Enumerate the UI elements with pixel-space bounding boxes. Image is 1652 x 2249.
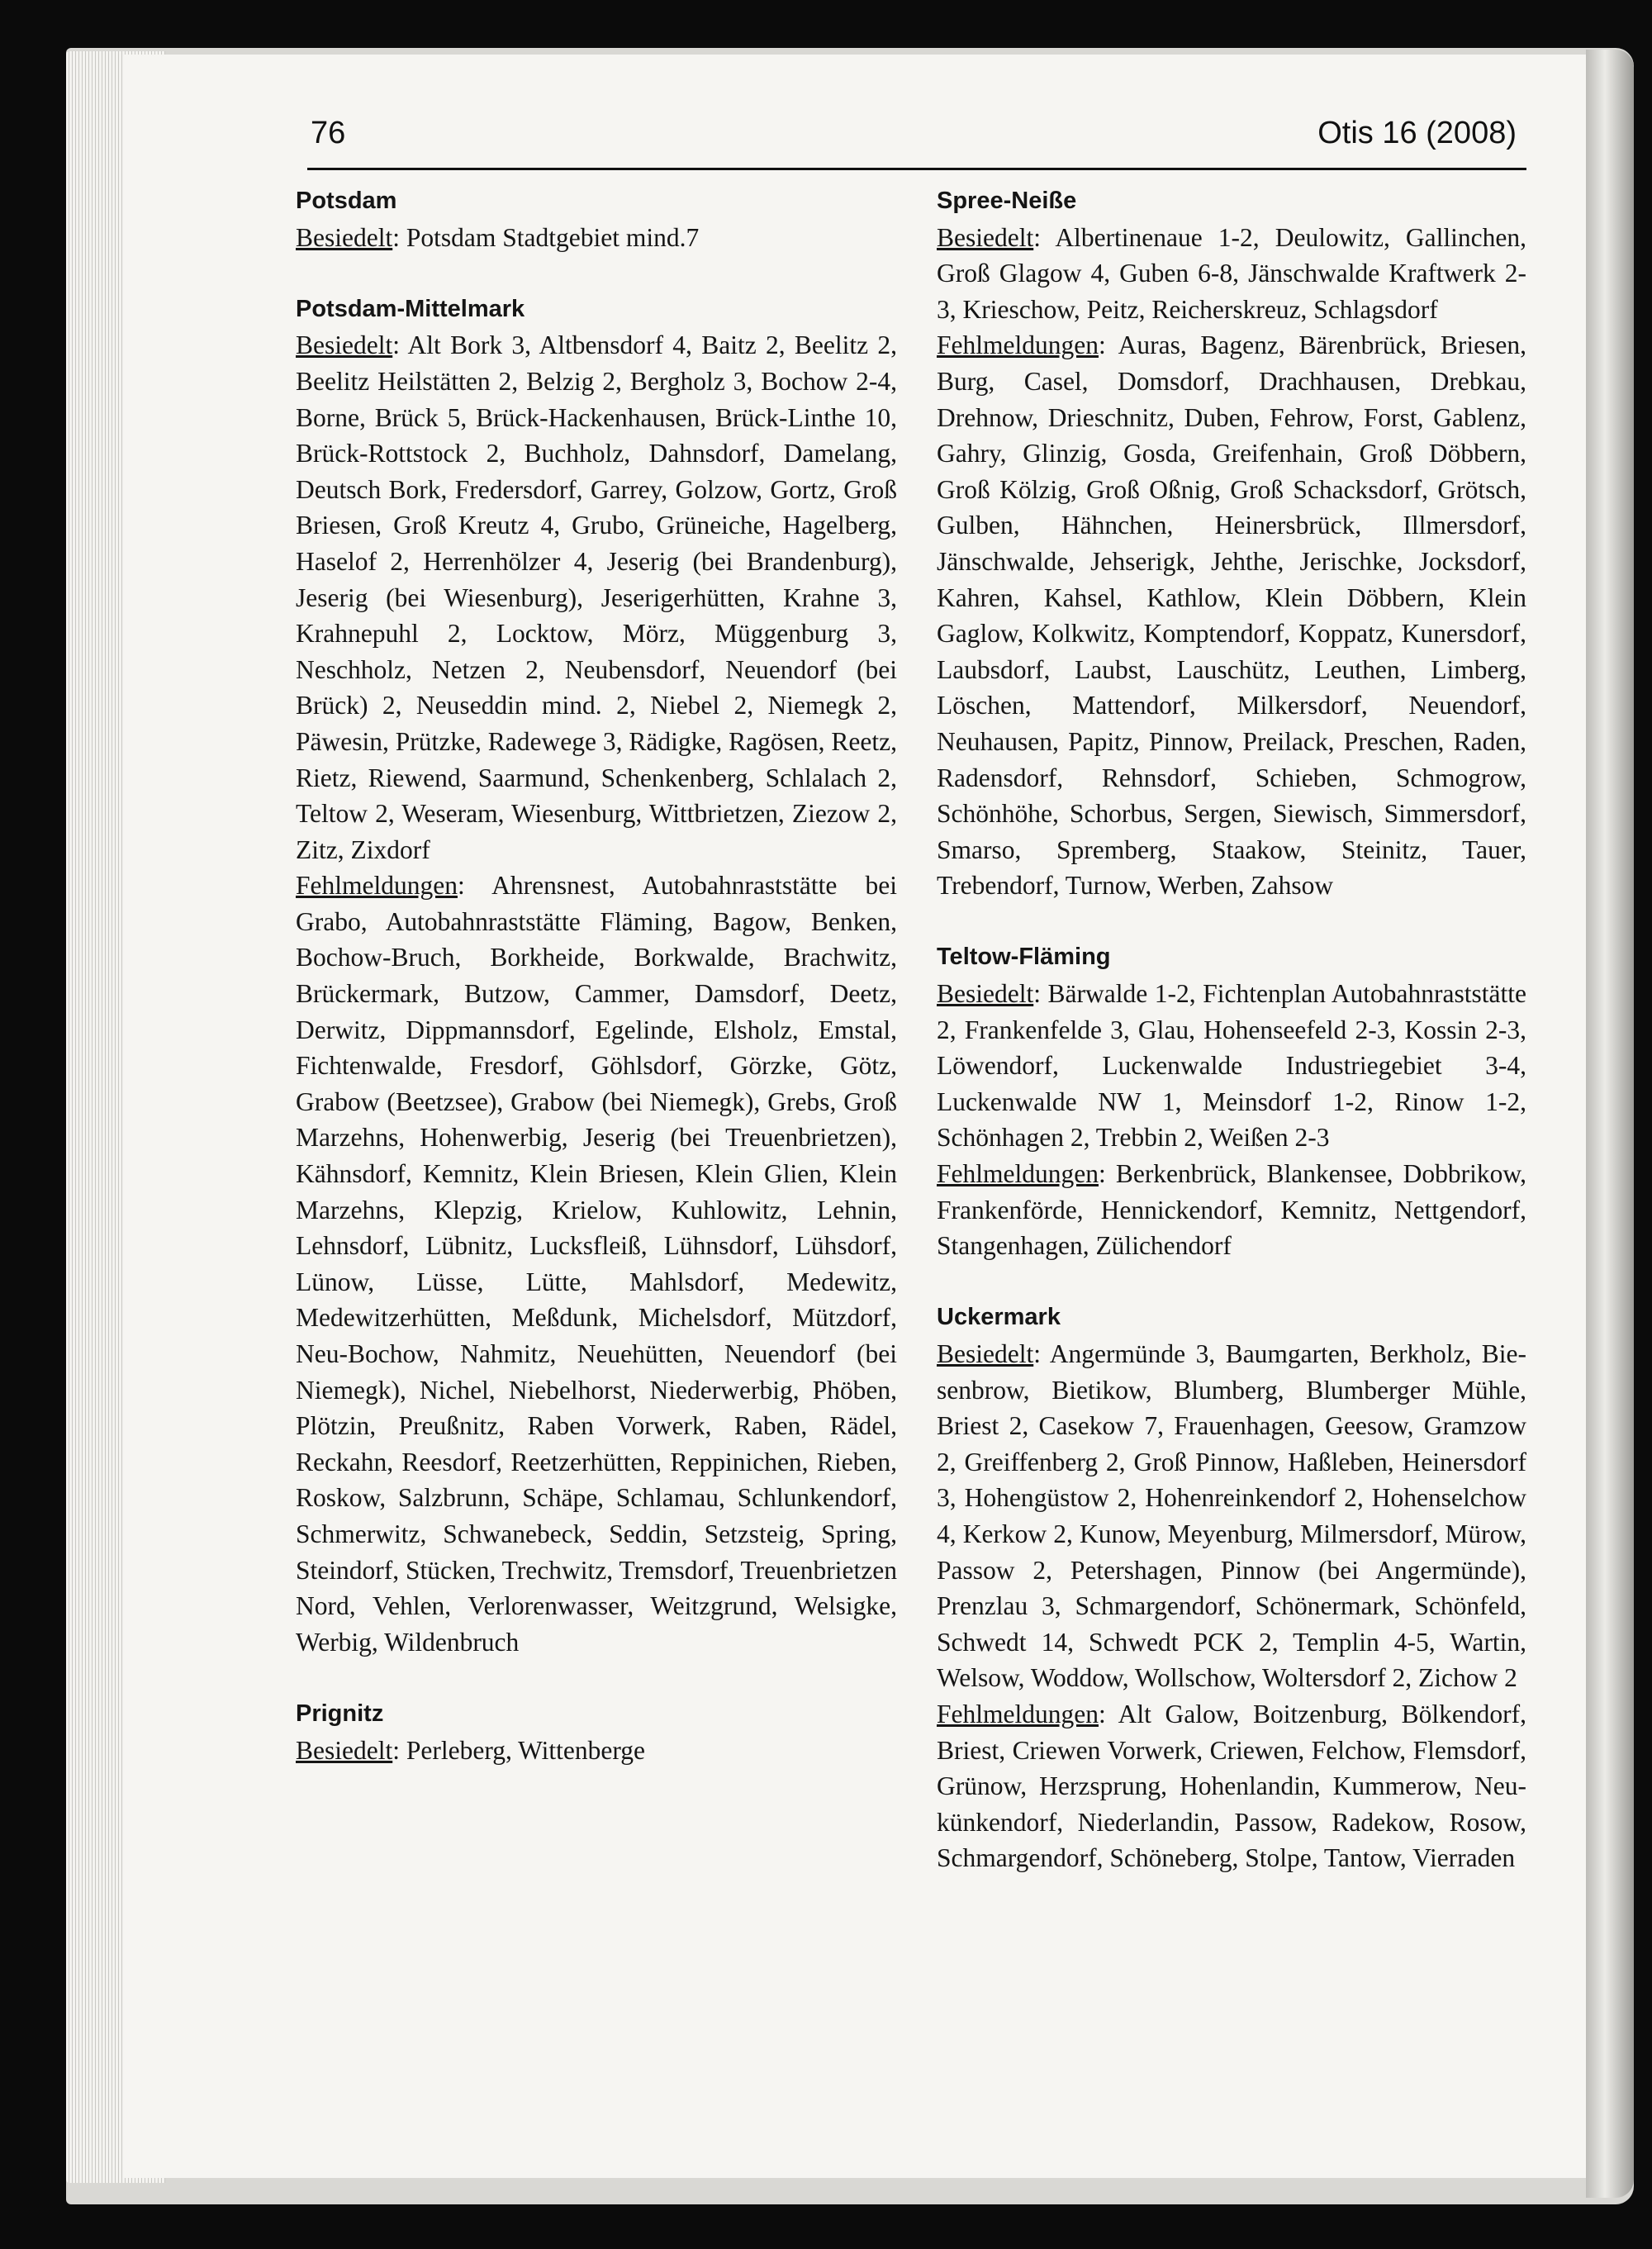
settled-entry: Besiedelt: Albertinenaue 1-2, Deulowitz, Gallinchen, Groß Glagow 4, Guben 6-8, Jänschwalde Kraftwerk 2-3, Krieschow, Peitz, Reicherskreuz, Schlagsdorf (937, 222, 1526, 324)
settled-list: Potsdam Stadtgebiet mind.7 (406, 222, 700, 252)
district-heading: Spree-Neiße (937, 188, 1077, 214)
district-heading: Uckermark (937, 1304, 1061, 1331)
settled-entry: Besiedelt: Alt Bork 3, Altbensdorf 4, Baitz 2, Beelitz 2, Beelitz Heilstätten 2, Belzig 2, Bergholz 3, Bochow 2-4, Borne, Brück 5, Brück-Hackenhausen, Brück-Linthe 10, Brück-Rottstock 2, Buchholz, Dahnsdorf, Damelang, Deutsch Bork, Fredersdorf, Garrey, Golzow, Gortz, Groß Briesen, Groß Kreutz 4, Grubo, Grüneiche, Hagelberg, Haselof 2, Herrenhölzer 4, Jeserig (bei Brandenburg), Jeserig (bei Wiesenburg), Jeserigerhütten, Krahne 3, Krahnepuhl 2, Locktow, Mörz, Müggenburg 3, Neschholz, Netzen 2, Neubensdorf, Neuendorf (bei Brück) 2, Neuseddin mind. 2, Niebel 2, Niemegk 2, Päwesin, Prützke, Radewege 3, Rädigke, Ragösen, Reetz, Rietz, Riewend, Saarmund, Schenkenberg, Schlalach 2, Teltow 2, Weseram, Wiesenburg, Wittbrietzen, Ziezow 2, Zitz, Zixdorf (296, 330, 898, 864)
settled-list: Angermünde 3, Baumgarten, Berkholz, Biesenbrow, Bietikow, Blumberg, Blumberger Mühle, Briest 2, Casekow 7, Frauenhagen, Geesow, Gramzow 2, Greiffenberg 2, Groß Pinnow, Haßleben, Heinersdorf 3, Hohengüstow 2, Hohenreinkendorf 2, Hohenselchow 4, Kerkow 2, Kunow, Meyenburg, Milmersdorf, Mürow, Passow 2, Petershagen, Pinnow (bei Angermünde), Prenzlau 3, Schmargendorf, Schönermark, Schönfeld, Schwedt 14, Schwedt PCK 2, Templin 4-5, Wartin, Welsow, Woddow, Wollschow, Woltersdorf 2, Zichow 2 (937, 1339, 1527, 1693)
settled-entry: Besiedelt: Angermünde 3, Baumgarten, Berkholz, Biesenbrow, Bietikow, Blumberg, Blumberger Mühle, Briest 2, Casekow 7, Frauenhagen, Geesow, Gramzow 2, Greiffenberg 2, Groß Pinnow, Haßleben, Heinersdorf 3, Hohengüstow 2, Hohenreinkendorf 2, Hohenselchow 4, Kerkow 2, Kunow, Meyenburg, Milmersdorf, Mürow, Passow 2, Petershagen, Pinnow (bei Angermünde), Prenzlau 3, Schmargendorf, Schönermark, Schönfeld, Schwedt 14, Schwedt PCK 2, Templin 4-5, Wartin, Welsow, Woddow, Wollschow, Woltersdorf 2, Zichow 2 (937, 1339, 1527, 1693)
district-heading: Teltow-Fläming (937, 944, 1111, 971)
district-heading: Prignitz (296, 1700, 384, 1727)
running-header (307, 116, 1521, 169)
right-column (937, 183, 1526, 1876)
missing-label: Fehlmeldungen (296, 871, 458, 901)
missing-entry: Fehlmeldungen: Alt Galow, Boitzenburg, Bölkendorf, Briest, Criewen Vorwerk, Criewen, Felchow, Flemsdorf, Grünow, Herzsprung, Hohenlandin, Kummerow, Neukünkendorf, Niederlandin, Passow, Radekow, Rosow, Schmargendorf, Schöneberg, Stolpe, Tantow, Vierraden (937, 1699, 1527, 1873)
page-number: 76 (311, 116, 346, 150)
settled-list: Alt Bork 3, Altbensdorf 4, Baitz 2, Beelitz 2, Beelitz Heilstätten 2, Belzig 2, Bergholz 3, Bochow 2-4, Borne, Brück 5, Brück-Hackenhausen, Brück-Linthe 10, Brück-Rottstock 2, Buchholz, Dahnsdorf, Damelang, Deutsch Bork, Fredersdorf, Garrey, Golzow, Gortz, Groß Briesen, Groß Kreutz 4, Grubo, Grüneiche, Hagelberg, Haselof 2, Herrenhölzer 4, Jeserig (bei Brandenburg), Jeserig (bei Wiesenburg), Jeserigerhütten, Krahne 3, Krahnepuhl 2, Locktow, Mörz, Müggenburg 3, Neschholz, Netzen 2, Neubensdorf, Neuendorf (bei Brück) 2, Neuseddin mind. 2, Niebel 2, Niemegk 2, Päwesin, Prützke, Radewege 3, Rädigke, Ragösen, Reetz, Rietz, Riewend, Saarmund, Schenkenberg, Schlalach 2, Teltow 2, Weseram, Wiesenburg, Wittbrietzen, Ziezow 2, Zitz, Zixdorf (296, 330, 898, 864)
settled-label: Besiedelt (937, 222, 1034, 252)
settled-list: Albertinenaue 1-2, Deulowitz, Gallinchen, Groß Glagow 4, Guben 6-8, Jänschwalde Kraftwerk 2-3, Krieschow, Peitz, Reicherskreuz, Schlagsdorf (937, 222, 1526, 324)
settled-label: Besiedelt (937, 979, 1034, 1009)
settled-list: Bärwalde 1-2, Fichtenplan Autobahnraststätte 2, Frankenfelde 3, Glau, Hohenseefeld 2-3, Kossin 2-3, Löwendorf, Luckenwalde Industriegebiet 3-4, Luckenwalde NW 1, Meinsdorf 1-2, Rinow 1-2, Schönhagen 2, Trebbin 2, Weißen 2-3 (937, 979, 1526, 1153)
settled-entry: Besiedelt: Bärwalde 1-2, Fichtenplan Autobahnraststätte 2, Frankenfelde 3, Glau, Hohenseefeld 2-3, Kossin 2-3, Löwendorf, Luckenwalde Industriegebiet 3-4, Luckenwalde NW 1, Meinsdorf 1-2, Rinow 1-2, Schönhagen 2, Trebbin 2, Weißen 2-3 (937, 979, 1526, 1153)
settled-label: Besiedelt (296, 1735, 393, 1765)
settled-entry: Besiedelt: Perleberg, Wittenberge (296, 1735, 646, 1765)
district-heading: Potsdam-Mittelmark (296, 295, 525, 322)
district-heading: Potsdam (296, 188, 397, 214)
left-column (296, 183, 897, 1768)
missing-list: Auras, Bagenz, Bärenbrück, Briesen, Burg, Casel, Domsdorf, Drachhausen, Drebkau, Drehnow, Drieschnitz, Duben, Fehrow, Forst, Gablenz, Gahry, Glinzig, Gosda, Greifenhain, Groß Döbbern, Groß Kölzig, Groß Oßnig, Groß Schacksdorf, Grötsch, Gulben, Hähnchen, Heinersbrück, Illmersdorf, Jänschwalde, Jehserigk, Jehthe, Jerischke, Jocksdorf, Kahren, Kahsel, Kathlow, Klein Döbbern, Klein Gaglow, Kolkwitz, Komptendorf, Koppatz, Kunersdorf, Laubsdorf, Laubst, Lauschütz, Leuthen, Limberg, Löschen, Mattendorf, Milkersdorf, Neuendorf, Neuhausen, Papitz, Pinnow, Preilack, Preschen, Raden, Radensdorf, Rehnsdorf, Schieben, Schmogrow, Schönhöhe, Schorbus, Sergen, Siewisch, Simmersdorf, Smarso, Spremberg, Staakow, Steinitz, Tauer, Trebendorf, Turnow, Werben, Zahsow (937, 330, 1526, 901)
missing-list: Alt Galow, Boitzenburg, Bölkendorf, Briest, Criewen Vorwerk, Criewen, Felchow, Flemsdorf, Grünow, Herzsprung, Hohenlandin, Kummerow, Neukünkendorf, Niederlandin, Passow, Radekow, Rosow, Schmargendorf, Schöneberg, Stolpe, Tantow, Vierraden (937, 1699, 1527, 1873)
settled-entry: Besiedelt: Potsdam Stadtgebiet mind.7 (296, 222, 700, 252)
missing-label: Fehlmeldungen (937, 330, 1099, 360)
book-spine (1586, 50, 1634, 2198)
missing-entry: Fehlmeldungen: Berkenbrück, Blankensee, Dobbrikow, Frankenförde, Hennickendorf, Kemnitz, Nettgendorf, Stangenhagen, Zülichendorf (937, 1159, 1526, 1261)
missing-entry: Fehlmeldungen: Auras, Bagenz, Bärenbrück, Briesen, Burg, Casel, Domsdorf, Drachhausen, Drebkau, Drehnow, Drieschnitz, Duben, Fehrow, Forst, Gablenz, Gahry, Glinzig, Gosda, Greifenhain, Groß Döbbern, Groß Kölzig, Groß Oßnig, Groß Schacksdorf, Grötsch, Gulben, Hähnchen, Heinersbrück, Illmersdorf, Jänschwalde, Jehserigk, Jehthe, Jerischke, Jocksdorf, Kahren, Kahsel, Kathlow, Klein Döbbern, Klein Gaglow, Kolkwitz, Komptendorf, Koppatz, Kunersdorf, Laubsdorf, Laubst, Lauschütz, Leuthen, Limberg, Löschen, Mattendorf, Milkersdorf, Neuendorf, Neuhausen, Papitz, Pinnow, Preilack, Preschen, Raden, Radensdorf, Rehnsdorf, Schieben, Schmogrow, Schönhöhe, Schorbus, Sergen, Siewisch, Simmersdorf, Smarso, Spremberg, Staakow, Steinitz, Tauer, Trebendorf, Turnow, Werben, Zahsow (937, 330, 1526, 901)
missing-label: Fehlmeldungen (937, 1699, 1099, 1728)
settled-label: Besiedelt (296, 330, 393, 360)
missing-entry: Fehlmeldungen: Ahrensnest, Autobahnraststätte bei Grabo, Autobahnraststätte Fläming, Bagow, Benken, Bochow-Bruch, Borkheide, Borkwalde, Brachwitz, Brückermark, Butzow, Cammer, Damsdorf, Deetz, Derwitz, Dippmannsdorf, Egelinde, Elsholz, Emstal, Fichtenwalde, Fresdorf, Göhlsdorf, Görzke, Götz, Grabow (Beetzsee), Grabow (bei Niemegk), Grebs, Groß Marzehns, Hohenwerbig, Jeserig (bei Treuenbrietzen), Kähnsdorf, Kemnitz, Klein Briesen, Klein Glien, Klein Marzehns, Klepzig, Krielow, Kuhlowitz, Lehnin, Lehnsdorf, Lübnitz, Lucksfleiß, Lühnsdorf, Lühsdorf, Lünow, Lüsse, Lütte, Mahlsdorf, Medewitz, Medewitzerhütten, Meßdunk, Michelsdorf, Mützdorf, Neu-Bochow, Nahmitz, Neuehütten, Neuendorf (bei Niemegk), Nichel, Niebelhorst, Niederwerbig, Phöben, Plötzin, Preußnitz, Raben Vorwerk, Raben, Rädel, Reckahn, Reesdorf, Reetzerhütten, Reppinichen, Rieben, Roskow, Salzbrunn, Schäpe, Schlamau, Schlunkendorf, Schmerwitz, Schwanebeck, Seddin, Setzsteig, Spring, Steindorf, Stücken, Trechwitz, Tremsdorf, Treuenbrietzen Nord, Vehlen, Verlorenwasser, Weitzgrund, Welsigke, Werbig, Wildenbruch (296, 871, 898, 1657)
missing-list: Berkenbrück, Blankensee, Dobbrikow, Frankenförde, Hennickendorf, Kemnitz, Nettgendorf, Stangenhagen, Zülichendorf (937, 1159, 1526, 1261)
settled-label: Besiedelt (296, 222, 393, 252)
header-rule (307, 168, 1526, 170)
missing-list: Ahrensnest, Autobahnraststätte bei Grabo, Autobahnraststätte Fläming, Bagow, Benken, Bochow-Bruch, Borkheide, Borkwalde, Brachwitz, Brückermark, Butzow, Cammer, Damsdorf, Deetz, Derwitz, Dippmannsdorf, Egelinde, Elsholz, Emstal, Fichtenwalde, Fresdorf, Göhlsdorf, Görzke, Götz, Grabow (Beetzsee), Grabow (bei Niemegk), Grebs, Groß Marzehns, Hohenwerbig, Jeserig (bei Treuenbrietzen), Kähnsdorf, Kemnitz, Klein Briesen, Klein Glien, Klein Marzehns, Klepzig, Krielow, Kuhlowitz, Lehnin, Lehnsdorf, Lübnitz, Lucksfleiß, Lühnsdorf, Lühsdorf, Lünow, Lüsse, Lütte, Mahlsdorf, Medewitz, Medewitzerhütten, Meßdunk, Michelsdorf, Mützdorf, Neu-Bochow, Nahmitz, Neuehütten, Neuendorf (bei Niemegk), Nichel, Niebelhorst, Niederwerbig, Phöben, Plötzin, Preußnitz, Raben Vorwerk, Raben, Rädel, Reckahn, Reesdorf, Reetzerhütten, Reppinichen, Rieben, Roskow, Salzbrunn, Schäpe, Schlamau, Schlunkendorf, Schmerwitz, Schwanebeck, Seddin, Setzsteig, Spring, Steindorf, Stücken, Trechwitz, Tremsdorf, Treuenbrietzen Nord, Vehlen, Verlorenwasser, Weitzgrund, Welsigke, Werbig, Wildenbruch (296, 871, 898, 1657)
settled-list: Perleberg, Wittenberge (406, 1735, 646, 1765)
settled-label: Besiedelt (937, 1339, 1034, 1368)
missing-label: Fehlmeldungen (937, 1159, 1099, 1189)
journal-citation: Otis 16 (2008) (1317, 116, 1517, 150)
